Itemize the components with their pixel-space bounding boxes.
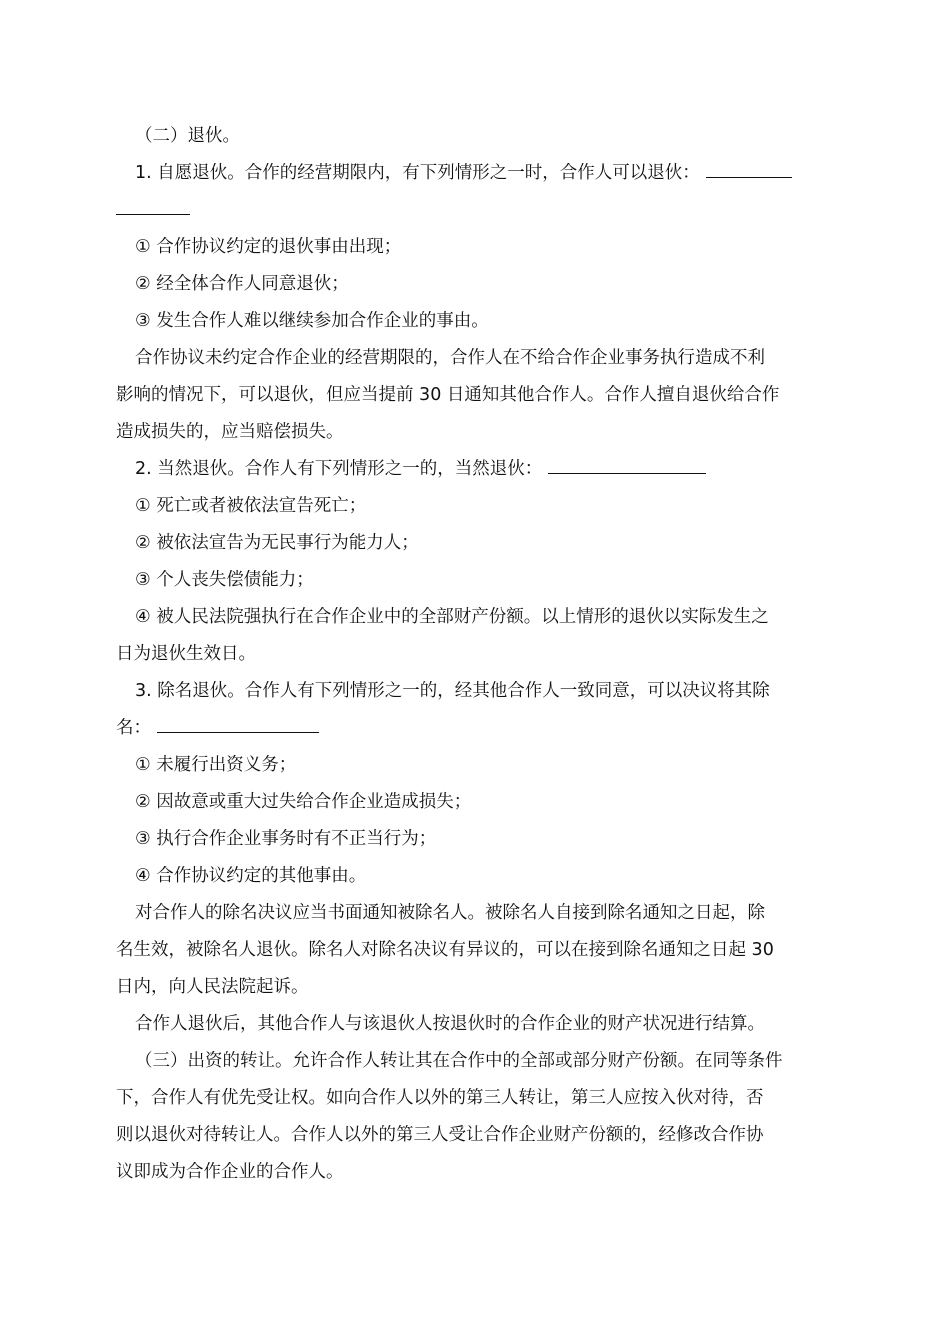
text-line [116,303,836,340]
fill-in-blank[interactable] [706,161,792,178]
text-line [116,266,836,303]
line-text: ② 被依法宣告为无民事行为能力人； [135,533,419,553]
line-text: ② 经全体合作人同意退伙； [135,274,349,294]
line-text: 合作人退伙后，其他合作人与该退伙人按退伙时的合作企业的财产状况进行结算。 [135,1014,765,1034]
line-text: 日内，向人民法院起诉。 [116,977,309,997]
text-line [116,1080,836,1117]
text-line [116,1117,836,1154]
line-text: 议即成为合作企业的合作人。 [116,1162,344,1182]
text-line [116,821,836,858]
text-line [116,1043,836,1080]
text-line [116,747,836,784]
line-text: ② 因故意或重大过失给合作企业造成损失； [135,792,472,812]
text-line [116,673,836,710]
text-line [116,192,836,229]
document-body [116,118,836,1191]
line-text: （三）出资的转让。允许合作人转让其在合作中的全部或部分财产份额。在同等条件 [135,1051,783,1071]
text-line [116,932,836,969]
line-text: （二）退伙。 [135,126,240,146]
fill-in-blank[interactable] [548,457,706,474]
line-text: 下，合作人有优先受让权。如向合作人以外的第三人转让，第三人应按入伙对待，否 [116,1088,764,1108]
line-text: ④ 被人民法院强执行在合作企业中的全部财产份额。以上情形的退伙以实际发生之 [135,607,769,627]
text-line [116,1006,836,1043]
line-text: 影响的情况下，可以退伙，但应当提前 30 日通知其他合作人。合作人擅自退伙给合作 [116,385,780,405]
line-text: 则以退伙对待转让人。合作人以外的第三人受让合作企业财产份额的，经修改合作协 [116,1125,764,1145]
text-line [116,229,836,266]
text-line [116,858,836,895]
text-line [116,340,836,377]
line-text: 合作协议未约定合作企业的经营期限的，合作人在不给合作企业事务执行造成不利 [135,348,765,368]
line-text: 日为退伙生效日。 [116,644,256,664]
line-text: ① 死亡或者被依法宣告死亡； [135,496,367,516]
line-text: ① 合作协议约定的退伙事由出现； [135,237,402,257]
line-text: 造成损失的，应当赔偿损失。 [116,422,344,442]
text-line [116,969,836,1006]
text-line [116,599,836,636]
text-line [116,488,836,525]
line-text: 3. 除名退伙。合作人有下列情形之一的，经其他合作人一致同意，可以决议将其除 [135,681,770,701]
line-text: ③ 个人丧失偿债能力； [135,570,314,590]
line-text: ③ 发生合作人难以继续参加合作企业的事由。 [135,311,489,331]
text-line [116,784,836,821]
line-text: ③ 执行合作企业事务时有不正当行为； [135,829,437,849]
text-line [116,1154,836,1191]
line-text: 名生效，被除名人退伙。除名人对除名决议有异议的，可以在接到除名通知之日起 30 [116,940,774,960]
fill-in-blank[interactable] [157,716,319,733]
fill-in-blank[interactable] [116,198,190,215]
line-text: 2. 当然退伙。合作人有下列情形之一的，当然退伙： [135,459,543,479]
text-line [116,525,836,562]
line-text: 对合作人的除名决议应当书面通知被除名人。被除名人自接到除名通知之日起，除 [135,903,765,923]
line-text: ① 未履行出资义务； [135,755,297,775]
text-line [116,710,836,747]
text-line [116,155,836,192]
text-line [116,895,836,932]
text-line [116,636,836,673]
text-line [116,377,836,414]
line-text: 名： [116,718,151,738]
text-line [116,562,836,599]
text-line [116,118,836,155]
text-line [116,451,836,488]
line-text: 1. 自愿退伙。合作的经营期限内，有下列情形之一时，合作人可以退伙： [135,163,700,183]
text-line [116,414,836,451]
line-text: ④ 合作协议约定的其他事由。 [135,866,367,886]
